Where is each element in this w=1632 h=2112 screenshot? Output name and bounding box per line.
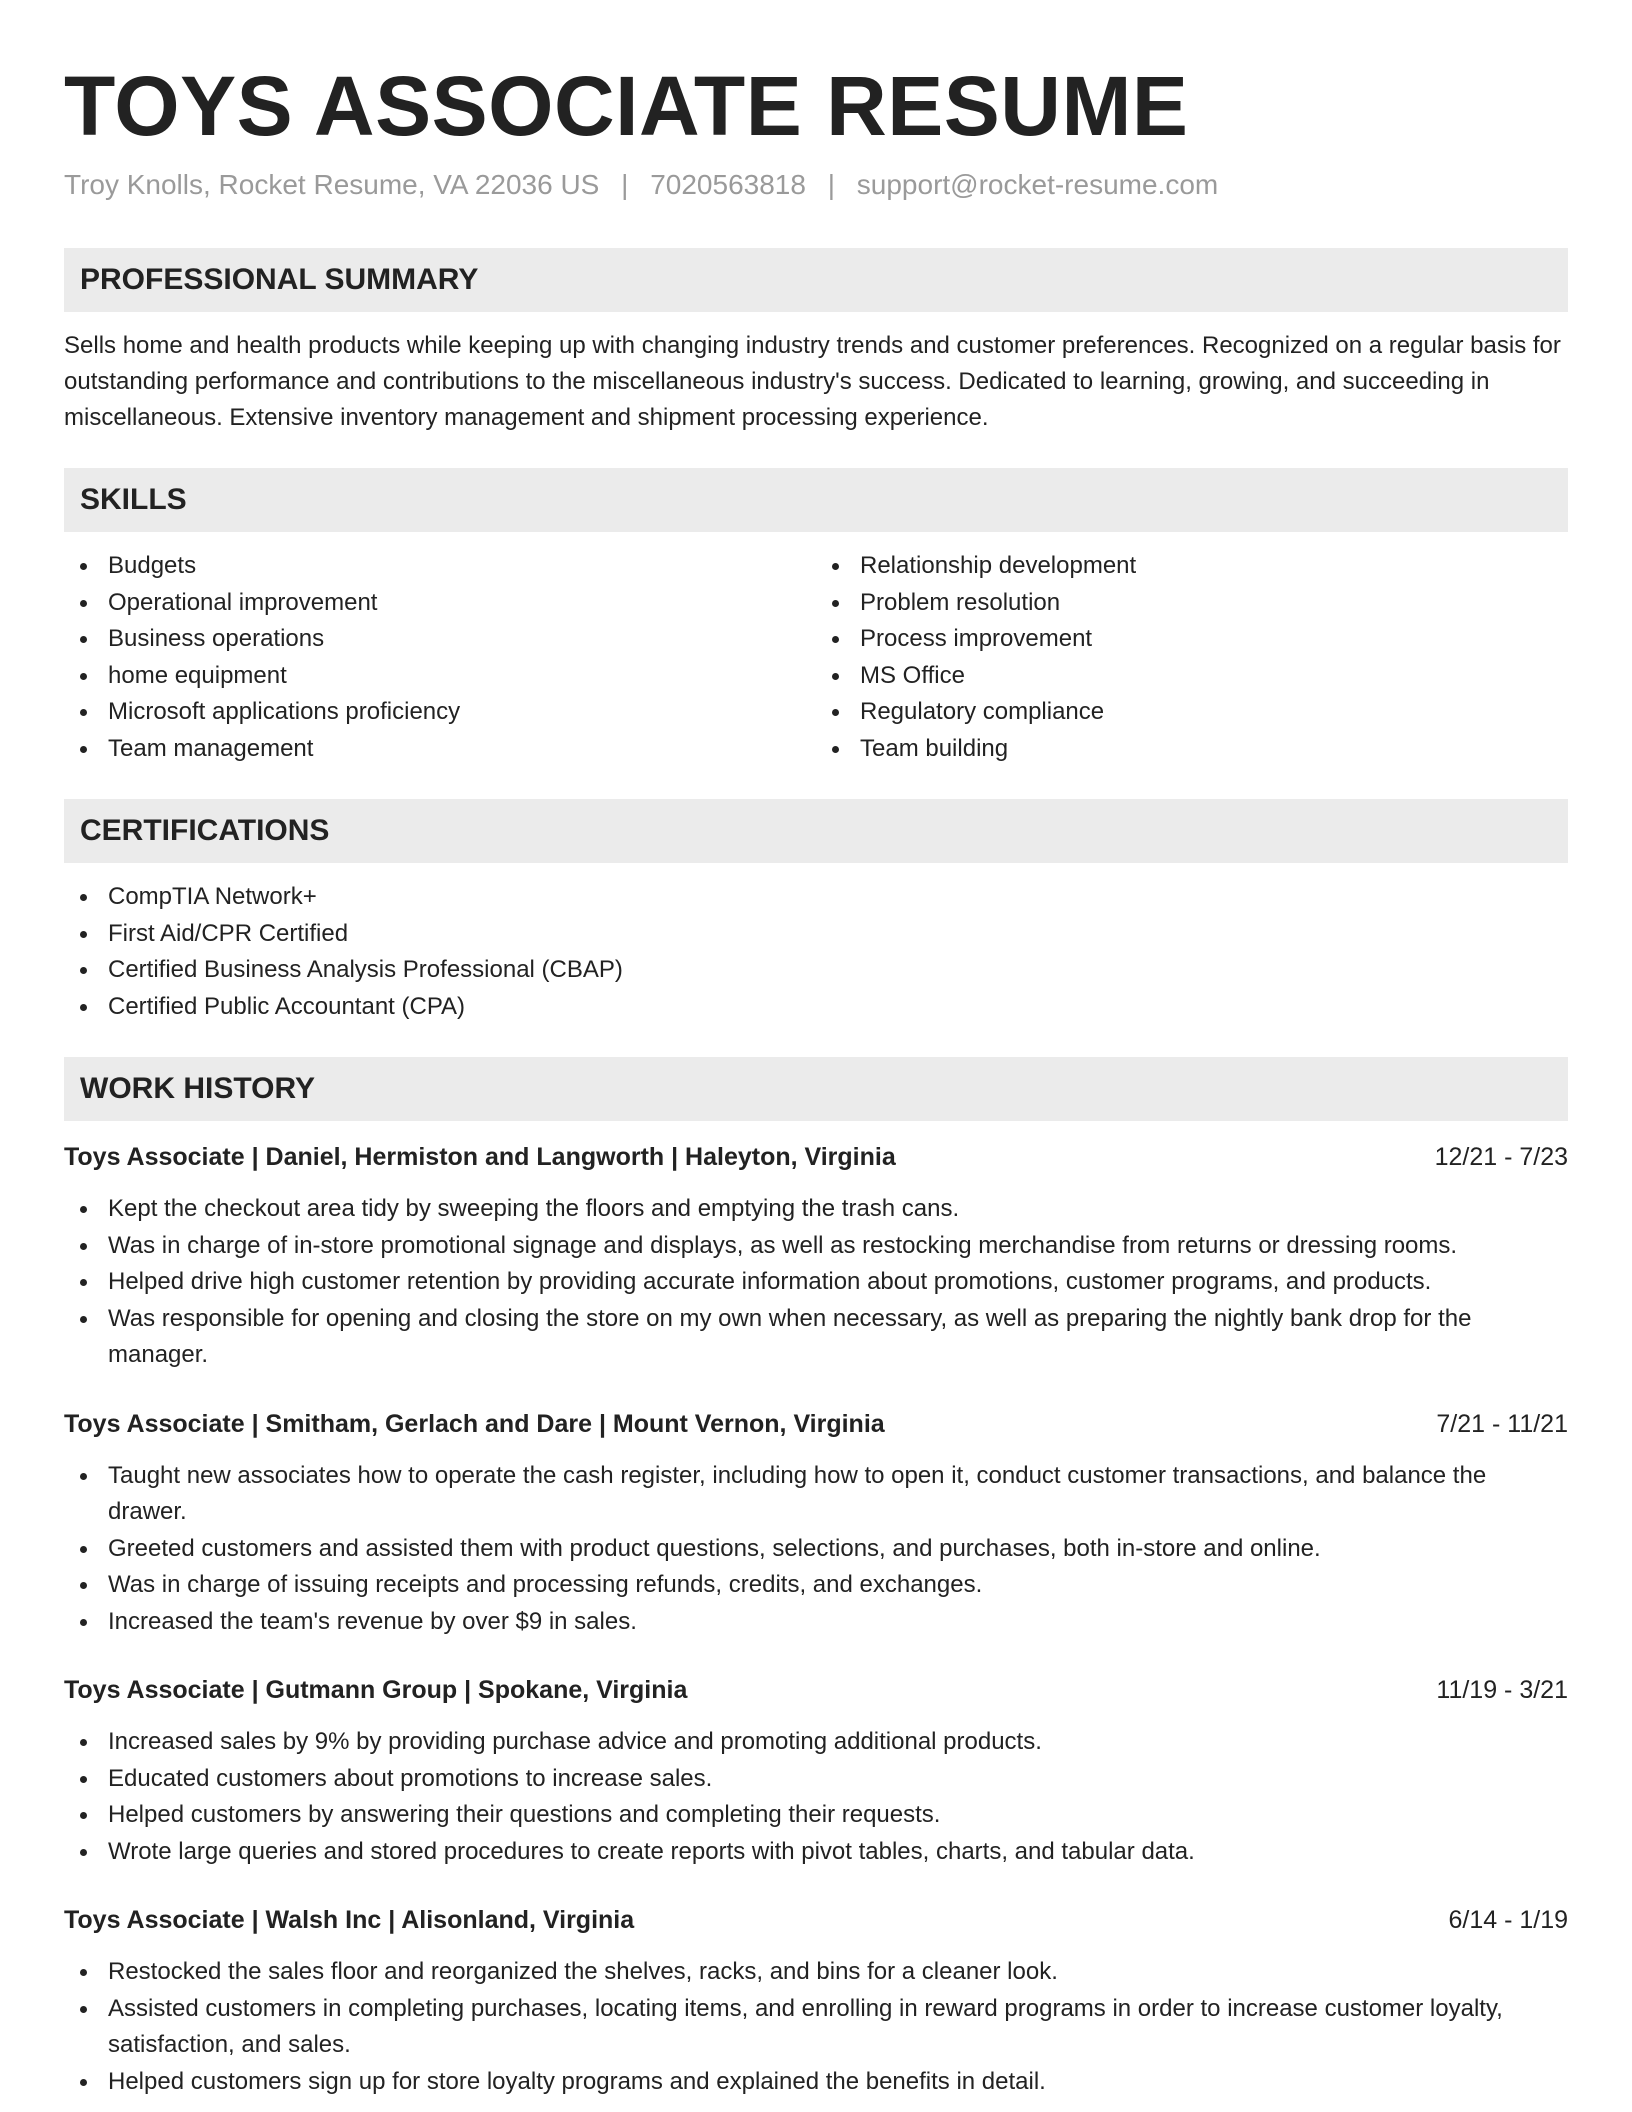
- job-dates: 6/14 - 1/19: [1448, 1906, 1568, 1934]
- job-entry: [64, 1406, 1568, 1641]
- job-dates: 11/19 - 3/21: [1436, 1676, 1568, 1704]
- section-heading-certifications: CERTIFICATIONS: [64, 799, 1568, 863]
- job-title: Toys Associate | Walsh Inc | Alisonland, Virginia: [64, 1906, 635, 1934]
- skill-item: Problem resolution: [816, 585, 1568, 622]
- job-title: Toys Associate | Gutmann Group | Spokane, Virginia: [64, 1676, 688, 1704]
- contact-line: [64, 166, 1568, 204]
- skill-item: Business operations: [64, 621, 816, 658]
- skill-item: Microsoft applications proficiency: [64, 694, 816, 731]
- skill-item: Relationship development: [816, 548, 1568, 585]
- job-header: [64, 1406, 1568, 1442]
- job-duty: Was in charge of in-store promotional signage and displays, as well as restocking merchandise from returns or dressing rooms.: [64, 1228, 1568, 1265]
- skill-item: Team management: [64, 731, 816, 768]
- job-duty: Wrote large queries and stored procedures to create reports with pivot tables, charts, and tabular data.: [64, 1834, 1568, 1871]
- job-duty: Increased the team's revenue by over $9 in sales.: [64, 1604, 1568, 1641]
- job-duty: Kept the checkout area tidy by sweeping the floors and emptying the trash cans.: [64, 1191, 1568, 1228]
- certification-item: CompTIA Network+: [64, 879, 1568, 916]
- job-duty: Helped customers sign up for store loyalty programs and explained the benefits in detail.: [64, 2064, 1568, 2101]
- job-dates: 12/21 - 7/23: [1434, 1143, 1568, 1171]
- skill-item: MS Office: [816, 658, 1568, 695]
- job-duty: Helped drive high customer retention by providing accurate information about promotions, customer programs, and products.: [64, 1264, 1568, 1301]
- job-duties: [64, 1724, 1568, 1870]
- job-duty: Greeted customers and assisted them with product questions, selections, and purchases, both in-store and online.: [64, 1531, 1568, 1568]
- job-duty: Was responsible for opening and closing the store on my own when necessary, as well as preparing the nightly bank drop for the manager.: [64, 1301, 1568, 1374]
- certification-item: Certified Public Accountant (CPA): [64, 989, 1568, 1026]
- job-entry: [64, 1902, 1568, 2100]
- skill-item: Team building: [816, 731, 1568, 768]
- contact-email: support@rocket-resume.com: [856, 169, 1219, 200]
- skill-item: Regulatory compliance: [816, 694, 1568, 731]
- skills-list: [64, 548, 1568, 767]
- job-duties: [64, 1458, 1568, 1641]
- job-entry: [64, 1672, 1568, 1870]
- skills-column-right: [816, 548, 1568, 767]
- section-heading-work-history: WORK HISTORY: [64, 1057, 1568, 1121]
- section-heading-summary: PROFESSIONAL SUMMARY: [64, 248, 1568, 312]
- job-duty: Assisted customers in completing purchases, locating items, and enrolling in reward programs in order to increase customer loyalty, satisfaction, and sales.: [64, 1991, 1568, 2064]
- contact-phone: 7020563818: [650, 169, 806, 200]
- job-header: [64, 1139, 1568, 1175]
- job-duty: Taught new associates how to operate the cash register, including how to open it, conduct customer transactions, and balance the drawer.: [64, 1458, 1568, 1531]
- job-duty: Was in charge of issuing receipts and processing refunds, credits, and exchanges.: [64, 1567, 1568, 1604]
- contact-address: Troy Knolls, Rocket Resume, VA 22036 US: [64, 169, 600, 200]
- skill-item: home equipment: [64, 658, 816, 695]
- section-heading-skills: SKILLS: [64, 468, 1568, 532]
- job-duty: Increased sales by 9% by providing purchase advice and promoting additional products.: [64, 1724, 1568, 1761]
- job-duty: Educated customers about promotions to increase sales.: [64, 1761, 1568, 1798]
- resume-title: TOYS ASSOCIATE RESUME: [64, 59, 1189, 153]
- job-dates: 7/21 - 11/21: [1436, 1409, 1568, 1438]
- job-title: Toys Associate | Smitham, Gerlach and Dare | Mount Vernon, Virginia: [64, 1409, 885, 1438]
- job-duty: Restocked the sales floor and reorganized the shelves, racks, and bins for a cleaner look.: [64, 1954, 1568, 1991]
- skill-item: Process improvement: [816, 621, 1568, 658]
- job-header: [64, 1672, 1568, 1708]
- summary-text: Sells home and health products while keeping up with changing industry trends and customer preferences. Recognized on a regular basis for outstanding performance and contributions to the miscellaneous industry's success. Dedicated to learning, growing, and succeeding in miscellaneous. Extensive inventory management and shipment processing experience.: [64, 332, 1561, 431]
- skill-item: Budgets: [64, 548, 816, 585]
- job-duties: [64, 1954, 1568, 2100]
- job-entry: [64, 1139, 1568, 1374]
- contact-separator: |: [621, 169, 629, 200]
- skill-item: Operational improvement: [64, 585, 816, 622]
- job-duty: Helped customers by answering their questions and completing their requests.: [64, 1797, 1568, 1834]
- job-header: [64, 1902, 1568, 1938]
- job-duties: [64, 1191, 1568, 1374]
- certification-item: First Aid/CPR Certified: [64, 916, 1568, 953]
- contact-separator: |: [827, 169, 835, 200]
- job-title: Toys Associate | Daniel, Hermiston and Langworth | Haleyton, Virginia: [64, 1143, 896, 1171]
- skills-column-left: [64, 548, 816, 767]
- certification-item: Certified Business Analysis Professional (CBAP): [64, 952, 1568, 989]
- certifications-list: [64, 879, 1568, 1025]
